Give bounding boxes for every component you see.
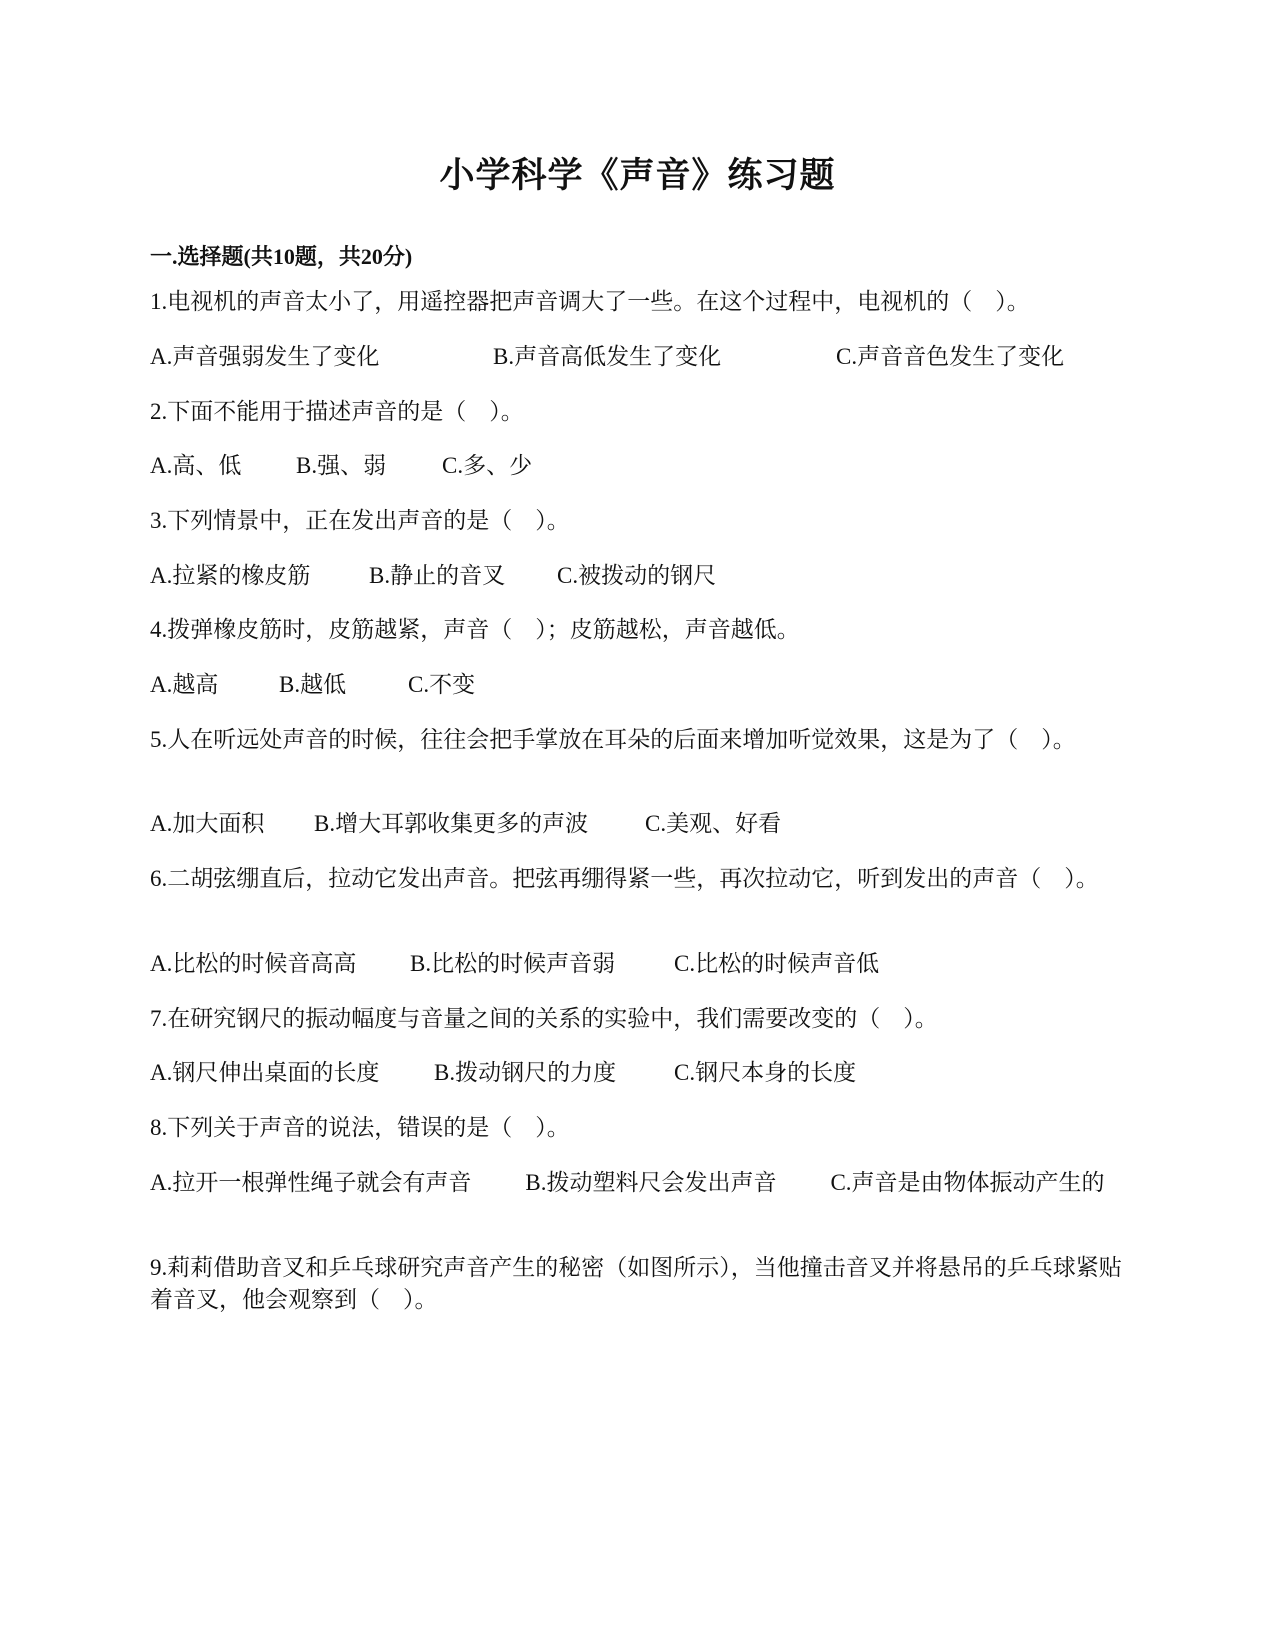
question-8-options	[150, 1167, 1125, 1199]
option-c: C.声音音色发生了变化	[836, 344, 1065, 369]
option-c: C.美观、好看	[645, 811, 782, 836]
option-c: C.声音是由物体振动产生的	[830, 1170, 1105, 1195]
option-b: B.越低	[279, 672, 347, 697]
question-5: 5.人在听远处声音的时候，往往会把手掌放在耳朵的后面来增加听觉效果，这是为了（ ）。	[150, 727, 1076, 752]
option-b: B.比松的时候声音弱	[410, 951, 616, 976]
option-b: B.拨动塑料尺会发出声音	[525, 1170, 777, 1195]
question-3-options	[150, 560, 1130, 592]
option-a: A.拉紧的橡皮筋	[150, 563, 311, 588]
option-b: B.静止的音叉	[369, 563, 506, 588]
option-c: C.多、少	[442, 453, 533, 478]
option-a: A.加大面积	[150, 811, 265, 836]
option-b: B.增大耳郭收集更多的声波	[314, 811, 589, 836]
option-a: A.拉开一根弹性绳子就会有声音	[150, 1170, 472, 1195]
question-1-options	[150, 341, 1130, 373]
question-2-options	[150, 450, 1130, 482]
option-c: C.比松的时候声音低	[674, 951, 880, 976]
question-4: 4.拨弹橡皮筋时，皮筋越紧，声音（ ）；皮筋越松，声音越低。	[150, 617, 800, 642]
section-heading: 一.选择题(共10题，共20分)	[150, 244, 413, 269]
question-7-options	[150, 1057, 1130, 1089]
option-c: C.被拨动的钢尺	[557, 563, 717, 588]
question-6: 6.二胡弦绷直后，拉动它发出声音。把弦再绷得紧一些，再次拉动它，听到发出的声音（ ）。	[150, 866, 1099, 891]
question-9: 9.莉莉借助音叉和乒乓球研究声音产生的秘密（如图所示），当他撞击音叉并将悬吊的乒乓球紧贴着音叉，他会观察到（ ）。	[150, 1255, 1122, 1312]
option-c: C.钢尺本身的长度	[674, 1060, 857, 1085]
question-8: 8.下列关于声音的说法，错误的是（ ）。	[150, 1115, 570, 1140]
option-c: C.不变	[408, 672, 476, 697]
option-a: A.声音强弱发生了变化	[150, 344, 380, 369]
question-2: 2.下面不能用于描述声音的是（ ）。	[150, 399, 524, 424]
option-a: A.高、低	[150, 453, 242, 478]
option-b: B.强、弱	[296, 453, 387, 478]
question-3: 3.下列情景中，正在发出声音的是（ ）。	[150, 508, 570, 533]
question-7: 7.在研究钢尺的振动幅度与音量之间的关系的实验中，我们需要改变的（ ）。	[150, 1006, 938, 1031]
option-a: A.越高	[150, 672, 219, 697]
page-title: 小学科学《声音》练习题	[439, 156, 836, 195]
option-b: B.拨动钢尺的力度	[434, 1060, 617, 1085]
option-a: A.钢尺伸出桌面的长度	[150, 1060, 380, 1085]
question-6-options	[150, 948, 1130, 980]
question-5-options	[150, 808, 1130, 840]
question-1: 1.电视机的声音太小了，用遥控器把声音调大了一些。在这个过程中，电视机的（ ）。	[150, 289, 1030, 314]
option-a: A.比松的时候音高高	[150, 951, 357, 976]
option-b: B.声音高低发生了变化	[493, 344, 722, 369]
question-4-options	[150, 669, 1130, 701]
